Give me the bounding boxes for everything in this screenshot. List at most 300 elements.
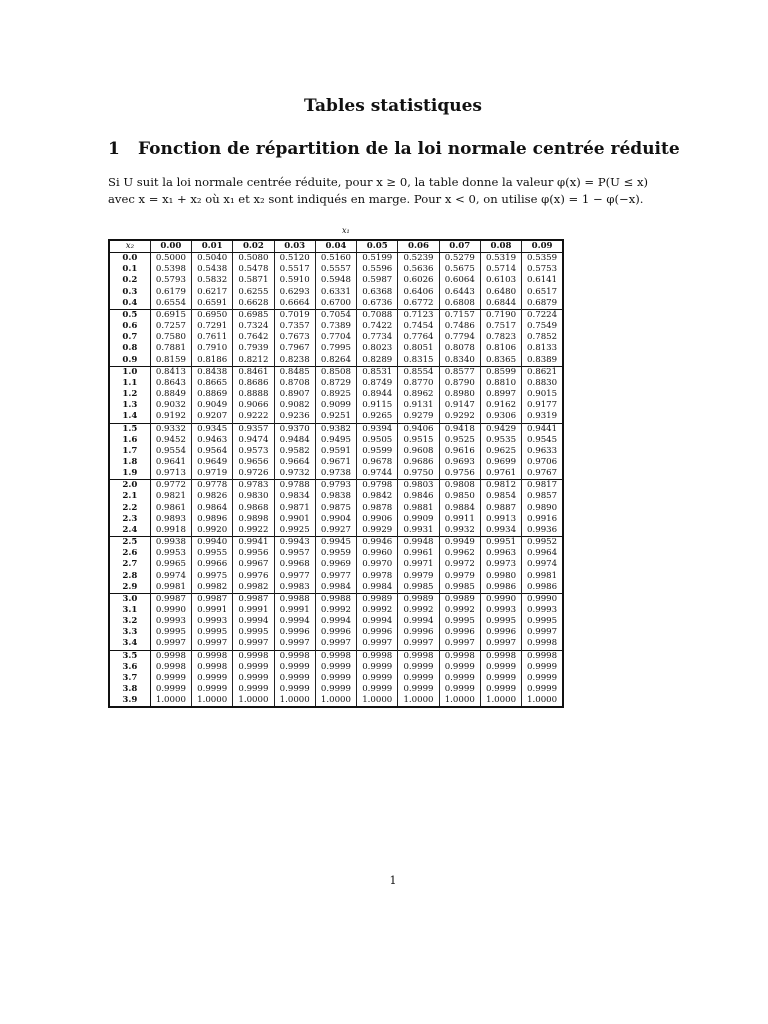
table-cell: 0.6141 — [522, 275, 563, 286]
table-cell: 0.9932 — [439, 525, 480, 537]
table-cell: 0.9998 — [398, 650, 439, 662]
table-cell: 0.9452 — [150, 435, 191, 446]
table-cell: 0.9985 — [398, 582, 439, 594]
table-cell: 0.9625 — [480, 446, 521, 457]
table-cell: 0.9968 — [274, 559, 315, 570]
table-cell: 0.9941 — [233, 537, 274, 549]
table-row — [109, 571, 563, 582]
table-cell: 0.8438 — [192, 366, 233, 378]
row-header: 2.0 — [109, 480, 150, 492]
intro-paragraph — [108, 174, 688, 208]
table-cell: 0.9951 — [480, 537, 521, 549]
table-cell: 0.6950 — [192, 309, 233, 321]
row-header: 3.2 — [109, 616, 150, 627]
row-header: 0.0 — [109, 253, 150, 265]
table-row — [109, 355, 563, 367]
table-cell: 0.9994 — [315, 616, 356, 627]
table-cell: 0.6368 — [357, 287, 398, 298]
table-cell: 0.8925 — [315, 389, 356, 400]
table-cell: 0.9963 — [480, 548, 521, 559]
table-cell: 0.9982 — [233, 582, 274, 594]
table-cell: 0.9997 — [315, 638, 356, 650]
table-cell: 0.9989 — [357, 593, 398, 605]
column-header: 0.04 — [315, 240, 356, 253]
table-row — [109, 662, 563, 673]
row-axis-label: x₂ — [109, 240, 150, 253]
table-cell: 0.9898 — [233, 514, 274, 525]
table-cell: 0.9505 — [357, 435, 398, 446]
table-cell: 0.9999 — [357, 662, 398, 673]
table-cell: 0.9995 — [439, 616, 480, 627]
row-header: 1.5 — [109, 423, 150, 435]
table-cell: 0.9998 — [192, 650, 233, 662]
table-cell: 0.7881 — [150, 343, 191, 354]
table-cell: 0.9686 — [398, 457, 439, 468]
table-cell: 0.7257 — [150, 321, 191, 332]
table-cell: 0.9952 — [522, 537, 563, 549]
table-cell: 0.8106 — [480, 343, 521, 354]
row-header: 1.4 — [109, 411, 150, 423]
table-cell: 0.9999 — [233, 673, 274, 684]
table-cell: 0.9972 — [439, 559, 480, 570]
row-header: 2.8 — [109, 571, 150, 582]
table-cell: 0.6772 — [398, 298, 439, 310]
table-cell: 0.9998 — [192, 662, 233, 673]
table-row — [109, 503, 563, 514]
table-cell: 0.9599 — [357, 446, 398, 457]
table-cell: 0.9131 — [398, 400, 439, 411]
table-cell: 0.7291 — [192, 321, 233, 332]
table-cell: 0.9429 — [480, 423, 521, 435]
table-cell: 0.9992 — [357, 605, 398, 616]
table-cell: 0.9934 — [480, 525, 521, 537]
table-cell: 0.9997 — [274, 638, 315, 650]
table-cell: 0.7734 — [357, 332, 398, 343]
row-header: 2.2 — [109, 503, 150, 514]
table-cell: 0.8810 — [480, 378, 521, 389]
table-cell: 0.7123 — [398, 309, 439, 321]
table-cell: 0.5279 — [439, 253, 480, 265]
table-cell: 0.9474 — [233, 435, 274, 446]
table-cell: 0.9945 — [315, 537, 356, 549]
row-header: 2.3 — [109, 514, 150, 525]
table-row — [109, 468, 563, 480]
table-cell: 0.9982 — [192, 582, 233, 594]
table-cell: 0.6736 — [357, 298, 398, 310]
table-cell: 0.9846 — [398, 491, 439, 502]
table-cell: 0.9732 — [274, 468, 315, 480]
table-cell: 0.6179 — [150, 287, 191, 298]
table-cell: 0.6443 — [439, 287, 480, 298]
table-cell: 0.8389 — [522, 355, 563, 367]
table-cell: 0.8888 — [233, 389, 274, 400]
table-cell: 0.9901 — [274, 514, 315, 525]
table-cell: 0.9988 — [274, 593, 315, 605]
table-cell: 0.9463 — [192, 435, 233, 446]
table-cell: 0.9049 — [192, 400, 233, 411]
table-cell: 0.6628 — [233, 298, 274, 310]
table-cell: 0.5871 — [233, 275, 274, 286]
table-cell: 0.7611 — [192, 332, 233, 343]
table-cell: 0.6591 — [192, 298, 233, 310]
table-cell: 0.9591 — [315, 446, 356, 457]
table-cell: 0.7910 — [192, 343, 233, 354]
table-cell: 0.7794 — [439, 332, 480, 343]
table-cell: 0.8944 — [357, 389, 398, 400]
row-header: 3.3 — [109, 627, 150, 638]
table-cell: 0.9998 — [150, 662, 191, 673]
table-cell: 0.9956 — [233, 548, 274, 559]
table-cell: 0.9616 — [439, 446, 480, 457]
table-cell: 0.9830 — [233, 491, 274, 502]
table-cell: 0.9999 — [233, 662, 274, 673]
table-cell: 0.9999 — [357, 673, 398, 684]
table-cell: 0.9484 — [274, 435, 315, 446]
table-cell: 0.9918 — [150, 525, 191, 537]
table-cell: 0.9927 — [315, 525, 356, 537]
table-cell: 0.6103 — [480, 275, 521, 286]
table-cell: 0.7422 — [357, 321, 398, 332]
table-cell: 0.9995 — [192, 627, 233, 638]
table-cell: 0.8508 — [315, 366, 356, 378]
table-cell: 0.8577 — [439, 366, 480, 378]
table-cell: 0.9906 — [357, 514, 398, 525]
table-cell: 0.9974 — [150, 571, 191, 582]
table-cell: 0.9992 — [398, 605, 439, 616]
table-cell: 0.8830 — [522, 378, 563, 389]
table-cell: 0.8485 — [274, 366, 315, 378]
table-cell: 0.5596 — [357, 264, 398, 275]
table-cell: 0.9838 — [315, 491, 356, 502]
table-cell: 0.8051 — [398, 343, 439, 354]
table-cell: 0.6985 — [233, 309, 274, 321]
table-cell: 0.9573 — [233, 446, 274, 457]
table-cell: 0.6844 — [480, 298, 521, 310]
table-cell: 0.7454 — [398, 321, 439, 332]
table-cell: 0.9966 — [192, 559, 233, 570]
table-cell: 0.9798 — [357, 480, 398, 492]
table-cell: 0.9949 — [439, 537, 480, 549]
column-axis-label: x₁ — [342, 226, 350, 235]
table-row — [109, 548, 563, 559]
table-cell: 0.9999 — [150, 673, 191, 684]
table-row — [109, 343, 563, 354]
table-cell: 0.8159 — [150, 355, 191, 367]
table-cell: 0.9875 — [315, 503, 356, 514]
table-cell: 0.9996 — [439, 627, 480, 638]
table-cell: 1.0000 — [439, 695, 480, 707]
table-row — [109, 525, 563, 537]
row-header: 2.4 — [109, 525, 150, 537]
table-cell: 0.9995 — [233, 627, 274, 638]
table-row — [109, 684, 563, 695]
table-cell: 1.0000 — [274, 695, 315, 707]
table-cell: 0.7157 — [439, 309, 480, 321]
table-cell: 0.9515 — [398, 435, 439, 446]
table-cell: 0.9032 — [150, 400, 191, 411]
table-cell: 0.9975 — [192, 571, 233, 582]
table-cell: 0.5478 — [233, 264, 274, 275]
table-cell: 0.9864 — [192, 503, 233, 514]
table-cell: 0.8023 — [357, 343, 398, 354]
table-cell: 0.9999 — [439, 673, 480, 684]
row-header: 2.6 — [109, 548, 150, 559]
column-header: 0.02 — [233, 240, 274, 253]
table-cell: 0.9857 — [522, 491, 563, 502]
table-row — [109, 389, 563, 400]
table-row — [109, 650, 563, 662]
table-cell: 0.5199 — [357, 253, 398, 265]
table-cell: 0.9999 — [274, 662, 315, 673]
row-header: 2.9 — [109, 582, 150, 594]
table-cell: 0.9772 — [150, 480, 191, 492]
table-cell: 0.6217 — [192, 287, 233, 298]
table-cell: 0.9999 — [315, 662, 356, 673]
table-cell: 0.8849 — [150, 389, 191, 400]
table-cell: 0.7224 — [522, 309, 563, 321]
table-cell: 0.9994 — [398, 616, 439, 627]
table-cell: 0.9767 — [522, 468, 563, 480]
table-cell: 0.9953 — [150, 548, 191, 559]
table-cell: 0.7704 — [315, 332, 356, 343]
table-cell: 0.8997 — [480, 389, 521, 400]
table-cell: 0.9370 — [274, 423, 315, 435]
table-cell: 0.9066 — [233, 400, 274, 411]
table-cell: 0.9996 — [480, 627, 521, 638]
table-row — [109, 537, 563, 549]
table-cell: 0.9406 — [398, 423, 439, 435]
table-cell: 0.7823 — [480, 332, 521, 343]
row-header: 3.9 — [109, 695, 150, 707]
table-cell: 0.9582 — [274, 446, 315, 457]
table-cell: 0.9817 — [522, 480, 563, 492]
table-cell: 0.8599 — [480, 366, 521, 378]
table-cell: 0.5987 — [357, 275, 398, 286]
table-cell: 0.8621 — [522, 366, 563, 378]
table-row — [109, 457, 563, 468]
table-cell: 0.9997 — [522, 627, 563, 638]
table-cell: 0.8643 — [150, 378, 191, 389]
table-cell: 0.9920 — [192, 525, 233, 537]
table-cell: 0.9998 — [150, 650, 191, 662]
table-cell: 0.9997 — [480, 638, 521, 650]
table-cell: 0.6700 — [315, 298, 356, 310]
table-cell: 0.6664 — [274, 298, 315, 310]
table-cell: 0.5517 — [274, 264, 315, 275]
table-cell: 0.9916 — [522, 514, 563, 525]
table-cell: 0.9994 — [233, 616, 274, 627]
table-cell: 0.9969 — [315, 559, 356, 570]
table-cell: 0.9706 — [522, 457, 563, 468]
table-cell: 0.9357 — [233, 423, 274, 435]
table-cell: 0.8461 — [233, 366, 274, 378]
table-cell: 0.9991 — [274, 605, 315, 616]
table-cell: 0.9993 — [192, 616, 233, 627]
table-cell: 0.9984 — [357, 582, 398, 594]
table-cell: 0.9793 — [315, 480, 356, 492]
table-cell: 0.9999 — [480, 662, 521, 673]
row-header: 1.3 — [109, 400, 150, 411]
row-header: 1.8 — [109, 457, 150, 468]
table-cell: 0.9999 — [522, 662, 563, 673]
table-cell: 0.5557 — [315, 264, 356, 275]
table-row — [109, 332, 563, 343]
row-header: 0.4 — [109, 298, 150, 310]
table-cell: 0.9998 — [439, 650, 480, 662]
table-cell: 0.8133 — [522, 343, 563, 354]
table-cell: 0.9222 — [233, 411, 274, 423]
page-title: Tables statistiques — [304, 96, 482, 116]
table-cell: 0.9999 — [439, 662, 480, 673]
table-cell: 0.5714 — [480, 264, 521, 275]
table-cell: 0.9236 — [274, 411, 315, 423]
table-cell: 0.8686 — [233, 378, 274, 389]
table-cell: 0.9990 — [150, 605, 191, 616]
table-cell: 0.6879 — [522, 298, 563, 310]
table-cell: 0.9999 — [357, 684, 398, 695]
table-cell: 0.9887 — [480, 503, 521, 514]
table-cell: 0.9996 — [398, 627, 439, 638]
table-cell: 0.9993 — [522, 605, 563, 616]
table-cell: 0.7190 — [480, 309, 521, 321]
table-cell: 0.5080 — [233, 253, 274, 265]
table-cell: 0.9993 — [150, 616, 191, 627]
table-cell: 0.9699 — [480, 457, 521, 468]
table-cell: 0.5636 — [398, 264, 439, 275]
table-cell: 0.9608 — [398, 446, 439, 457]
table-cell: 0.9964 — [522, 548, 563, 559]
table-cell: 0.9693 — [439, 457, 480, 468]
table-cell: 0.8554 — [398, 366, 439, 378]
table-cell: 0.8708 — [274, 378, 315, 389]
table-cell: 0.9861 — [150, 503, 191, 514]
table-cell: 0.9974 — [522, 559, 563, 570]
table-cell: 0.9965 — [150, 559, 191, 570]
row-header: 1.0 — [109, 366, 150, 378]
table-cell: 0.6293 — [274, 287, 315, 298]
table-cell: 0.8289 — [357, 355, 398, 367]
table-cell: 0.9961 — [398, 548, 439, 559]
table-cell: 0.9726 — [233, 468, 274, 480]
table-cell: 0.9995 — [480, 616, 521, 627]
section-title: Fonction de répartition de la loi normale centrée réduite — [138, 139, 680, 159]
table-cell: 0.9967 — [233, 559, 274, 570]
table-row — [109, 673, 563, 684]
table-cell: 0.7389 — [315, 321, 356, 332]
table-cell: 0.9890 — [522, 503, 563, 514]
table-cell: 0.9713 — [150, 468, 191, 480]
table-cell: 0.9382 — [315, 423, 356, 435]
table-cell: 0.5753 — [522, 264, 563, 275]
table-row — [109, 275, 563, 286]
table-cell: 0.9999 — [522, 673, 563, 684]
table-cell: 0.9999 — [398, 673, 439, 684]
row-header: 2.7 — [109, 559, 150, 570]
section-number: 1 — [108, 139, 120, 159]
table-cell: 0.9554 — [150, 446, 191, 457]
row-header: 1.1 — [109, 378, 150, 389]
table-cell: 0.9418 — [439, 423, 480, 435]
table-cell: 0.5120 — [274, 253, 315, 265]
column-header: 0.05 — [357, 240, 398, 253]
table-cell: 0.8264 — [315, 355, 356, 367]
table-cell: 1.0000 — [150, 695, 191, 707]
intro-line-2: avec x = x₁ + x₂ où x₁ et x₂ sont indiqués en marge. Pour x < 0, on utilise φ(x) = 1 − φ(−x). — [108, 192, 644, 206]
table-cell: 0.9441 — [522, 423, 563, 435]
table-cell: 0.9988 — [315, 593, 356, 605]
table-row — [109, 321, 563, 332]
table-cell: 0.9999 — [398, 684, 439, 695]
table-cell: 0.9977 — [274, 571, 315, 582]
table-cell: 0.9999 — [480, 673, 521, 684]
table-cell: 0.7324 — [233, 321, 274, 332]
table-cell: 0.9664 — [274, 457, 315, 468]
table-cell: 0.9812 — [480, 480, 521, 492]
table-cell: 0.9306 — [480, 411, 521, 423]
table-cell: 0.9990 — [480, 593, 521, 605]
table-cell: 0.9842 — [357, 491, 398, 502]
column-header: 0.06 — [398, 240, 439, 253]
table-cell: 0.5910 — [274, 275, 315, 286]
table-cell: 0.9750 — [398, 468, 439, 480]
table-cell: 0.9177 — [522, 400, 563, 411]
table-row — [109, 411, 563, 423]
table-cell: 0.9999 — [315, 673, 356, 684]
table-cell: 0.8665 — [192, 378, 233, 389]
table-cell: 0.5438 — [192, 264, 233, 275]
table-cell: 0.9987 — [192, 593, 233, 605]
table-cell: 0.5948 — [315, 275, 356, 286]
table-cell: 0.9394 — [357, 423, 398, 435]
table-cell: 0.9996 — [274, 627, 315, 638]
table-row — [109, 446, 563, 457]
table-cell: 0.8531 — [357, 366, 398, 378]
column-header: 0.01 — [192, 240, 233, 253]
table-cell: 0.8186 — [192, 355, 233, 367]
table-cell: 0.9756 — [439, 468, 480, 480]
row-header: 3.4 — [109, 638, 150, 650]
table-cell: 0.9997 — [398, 638, 439, 650]
table-row — [109, 514, 563, 525]
table-cell: 0.9940 — [192, 537, 233, 549]
table-cell: 0.9909 — [398, 514, 439, 525]
table-cell: 0.9744 — [357, 468, 398, 480]
table-body — [109, 253, 563, 708]
table-cell: 0.5160 — [315, 253, 356, 265]
table-cell: 0.9999 — [192, 684, 233, 695]
table-cell: 0.9998 — [274, 650, 315, 662]
table-cell: 0.9834 — [274, 491, 315, 502]
table-cell: 0.9957 — [274, 548, 315, 559]
table-cell: 0.9147 — [439, 400, 480, 411]
table-cell: 0.9671 — [315, 457, 356, 468]
table-cell: 0.9878 — [357, 503, 398, 514]
table-cell: 0.9099 — [315, 400, 356, 411]
table-row — [109, 480, 563, 492]
table-cell: 0.9896 — [192, 514, 233, 525]
table-cell: 0.5319 — [480, 253, 521, 265]
page-number: 1 — [389, 874, 397, 887]
table-cell: 0.9948 — [398, 537, 439, 549]
table-cell: 0.5359 — [522, 253, 563, 265]
table-cell: 0.9971 — [398, 559, 439, 570]
table-cell: 0.7764 — [398, 332, 439, 343]
table-cell: 0.9999 — [522, 684, 563, 695]
row-header: 0.3 — [109, 287, 150, 298]
table-cell: 0.9995 — [522, 616, 563, 627]
table-cell: 0.9525 — [439, 435, 480, 446]
table-cell: 0.5832 — [192, 275, 233, 286]
